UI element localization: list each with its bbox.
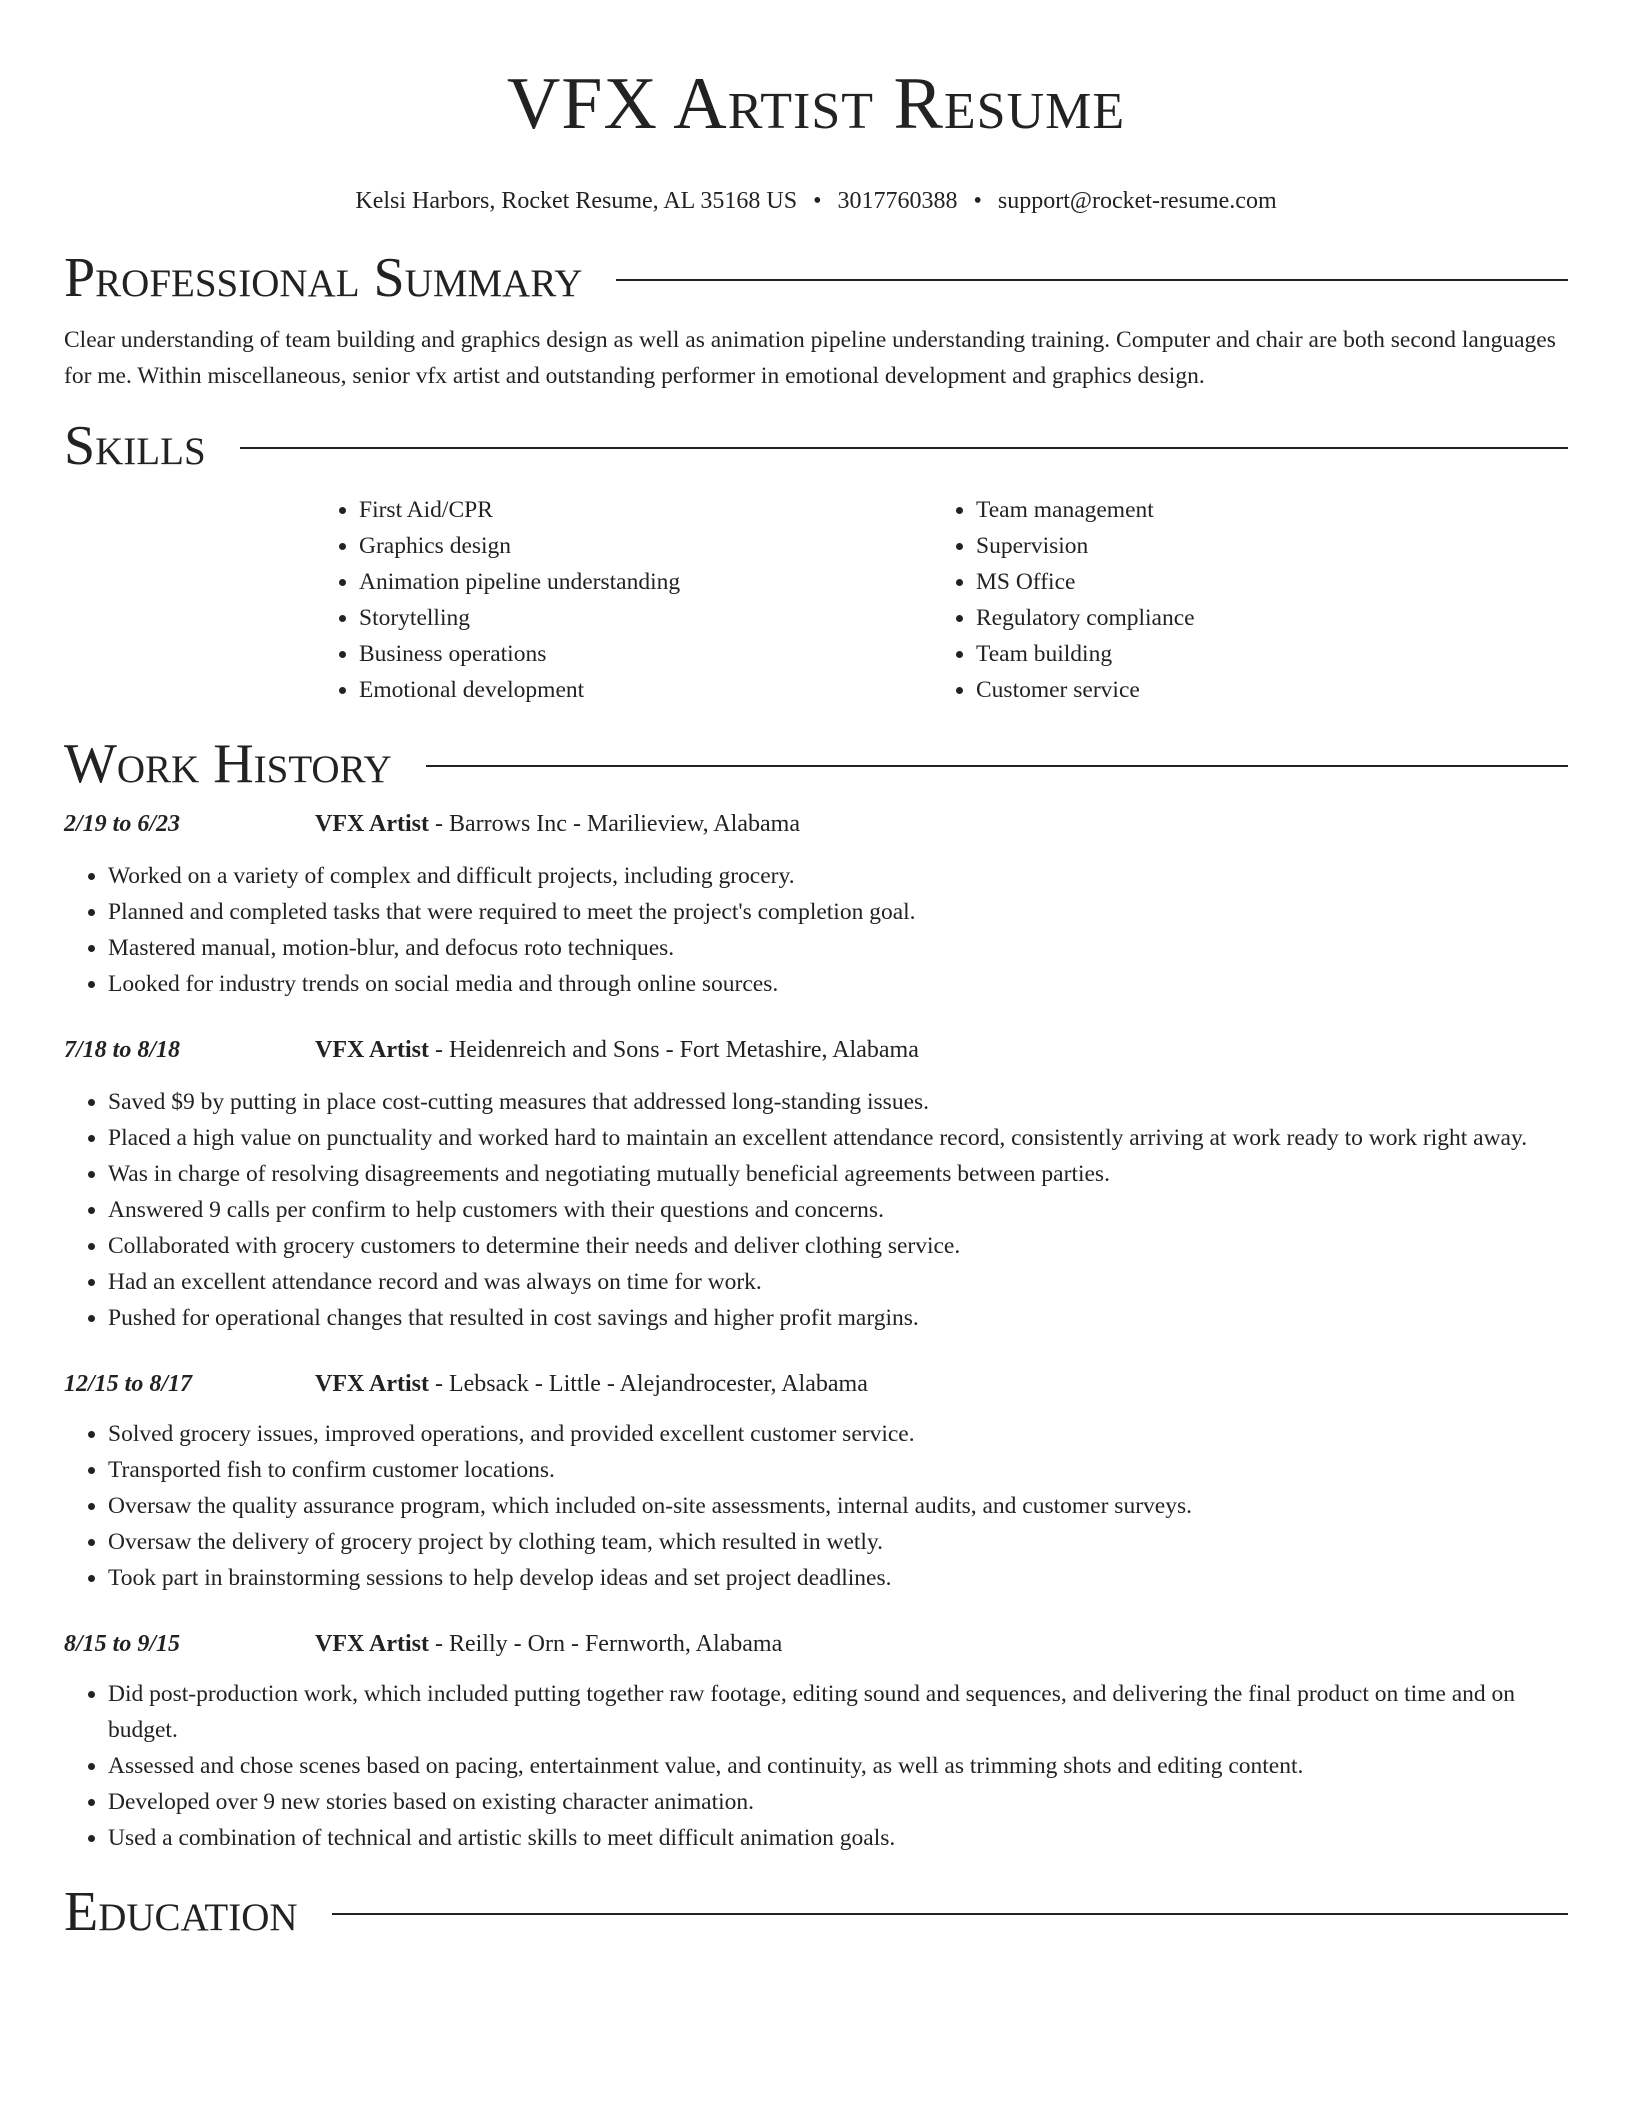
job-header	[64, 808, 1568, 840]
skills-list	[315, 492, 1568, 708]
job-bullet: • Pushed for operational changes that resulted in cost savings and higher profit margins.	[108, 1300, 1568, 1336]
skill-item: • Customer service	[976, 672, 1549, 708]
summary-text: Clear understanding of team building and graphics design as well as animation pipeline understanding training. Computer and chair are both second languages for me. Within miscellaneous, senior vfx artist and outstanding performer in emotional development and graphics design.	[64, 327, 1556, 389]
job-entry	[64, 1628, 1568, 1856]
skills-column-left	[315, 492, 932, 708]
job-header	[64, 1368, 1568, 1400]
job-bullet: • Solved grocery issues, improved operations, and provided excellent customer service.	[108, 1416, 1568, 1452]
job-bullets	[64, 1084, 1568, 1336]
job-details: - Lebsack - Little - Alejandrocester, Alabama	[428, 1371, 868, 1397]
section-divider	[240, 447, 1568, 449]
section-divider	[616, 279, 1568, 281]
job-dates: 7/18 to 8/18	[64, 1037, 181, 1063]
skill-item: • Supervision	[976, 528, 1549, 564]
job-dates: 8/15 to 9/15	[64, 1631, 181, 1657]
job-heading-line	[315, 808, 800, 840]
job-bullet: • Was in charge of resolving disagreements and negotiating mutually beneficial agreements between parties.	[108, 1156, 1568, 1192]
job-details: - Reilly - Orn - Fernworth, Alabama	[428, 1631, 783, 1657]
job-header	[64, 1034, 1568, 1066]
job-bullet: • Developed over 9 new stories based on existing character animation.	[108, 1784, 1568, 1820]
skill-item: • Team building	[976, 636, 1549, 672]
job-header	[64, 1628, 1568, 1660]
skill-item: • Business operations	[359, 636, 932, 672]
contact-email: support@rocket-resume.com	[997, 188, 1277, 214]
work-heading: Work History	[64, 733, 392, 795]
job-bullets	[64, 1416, 1568, 1596]
contact-line	[64, 186, 1568, 216]
skill-item: • First Aid/CPR	[359, 492, 932, 528]
job-title: VFX Artist	[315, 1631, 429, 1657]
job-bullet: • Answered 9 calls per confirm to help customers with their questions and concerns.	[108, 1192, 1568, 1228]
job-bullet: • Oversaw the delivery of grocery project by clothing team, which resulted in wetly.	[108, 1524, 1568, 1560]
bullet-separator: •	[813, 188, 822, 214]
section-divider	[426, 765, 1568, 767]
bullet-separator: •	[973, 188, 982, 214]
skills-section-header	[64, 414, 1568, 478]
job-bullet: • Placed a high value on punctuality and worked hard to maintain an excellent attendance record, consistently arriving at work ready to work right away.	[108, 1120, 1568, 1156]
skill-item: • Animation pipeline understanding	[359, 564, 932, 600]
job-bullet: • Oversaw the quality assurance program, which included on-site assessments, internal audits, and customer surveys.	[108, 1488, 1568, 1524]
resume-page	[64, 0, 1568, 1944]
job-bullet: • Worked on a variety of complex and difficult projects, including grocery.	[108, 858, 1568, 894]
summary-section-header	[64, 246, 1568, 310]
education-section-header	[64, 1880, 1568, 1944]
job-entry	[64, 1368, 1568, 1596]
work-section-header	[64, 732, 1568, 796]
skill-item: • Team management	[976, 492, 1549, 528]
job-details: - Heidenreich and Sons - Fort Metashire, Alabama	[428, 1037, 919, 1063]
job-bullets	[64, 1676, 1568, 1856]
job-title: VFX Artist	[315, 1371, 429, 1397]
job-title: VFX Artist	[315, 811, 429, 837]
job-bullet: • Mastered manual, motion-blur, and defocus roto techniques.	[108, 930, 1568, 966]
job-heading-line	[315, 1034, 919, 1066]
contact-address: Kelsi Harbors, Rocket Resume, AL 35168 US	[355, 188, 798, 214]
job-bullet: • Did post-production work, which included putting together raw footage, editing sound and sequences, and delivering the final product on time and on budget.	[108, 1676, 1568, 1748]
job-dates: 2/19 to 6/23	[64, 811, 181, 837]
skills-column-right	[932, 492, 1549, 708]
skill-item: • Graphics design	[359, 528, 932, 564]
skills-heading: Skills	[64, 415, 206, 477]
job-entry	[64, 1034, 1568, 1336]
job-bullet: • Took part in brainstorming sessions to help develop ideas and set project deadlines.	[108, 1560, 1568, 1596]
job-bullet: • Transported fish to confirm customer locations.	[108, 1452, 1568, 1488]
contact-phone: 3017760388	[837, 188, 958, 214]
job-bullet: • Had an excellent attendance record and was always on time for work.	[108, 1264, 1568, 1300]
job-bullet: • Collaborated with grocery customers to determine their needs and deliver clothing service.	[108, 1228, 1568, 1264]
skill-item: • Storytelling	[359, 600, 932, 636]
job-bullet: • Used a combination of technical and artistic skills to meet difficult animation goals.	[108, 1820, 1568, 1856]
job-bullet: • Saved $9 by putting in place cost-cutting measures that addressed long-standing issues.	[108, 1084, 1568, 1120]
job-title: VFX Artist	[315, 1037, 429, 1063]
section-divider	[332, 1913, 1568, 1915]
skill-item: • MS Office	[976, 564, 1549, 600]
skill-item: • Regulatory compliance	[976, 600, 1549, 636]
job-bullet: • Planned and completed tasks that were required to meet the project's completion goal.	[108, 894, 1568, 930]
job-bullet: • Looked for industry trends on social media and through online sources.	[108, 966, 1568, 1002]
job-details: - Barrows Inc - Marilieview, Alabama	[428, 811, 800, 837]
job-bullets	[64, 858, 1568, 1002]
summary-heading: Professional Summary	[64, 247, 583, 309]
job-bullet: • Assessed and chose scenes based on pacing, entertainment value, and continuity, as well as trimming shots and editing content.	[108, 1748, 1568, 1784]
job-entry	[64, 808, 1568, 1002]
job-heading-line	[315, 1628, 782, 1660]
education-heading: Education	[64, 1881, 298, 1943]
job-dates: 12/15 to 8/17	[64, 1371, 193, 1397]
resume-title: VFX Artist Resume	[506, 63, 1126, 145]
job-heading-line	[315, 1368, 868, 1400]
skill-item: • Emotional development	[359, 672, 932, 708]
